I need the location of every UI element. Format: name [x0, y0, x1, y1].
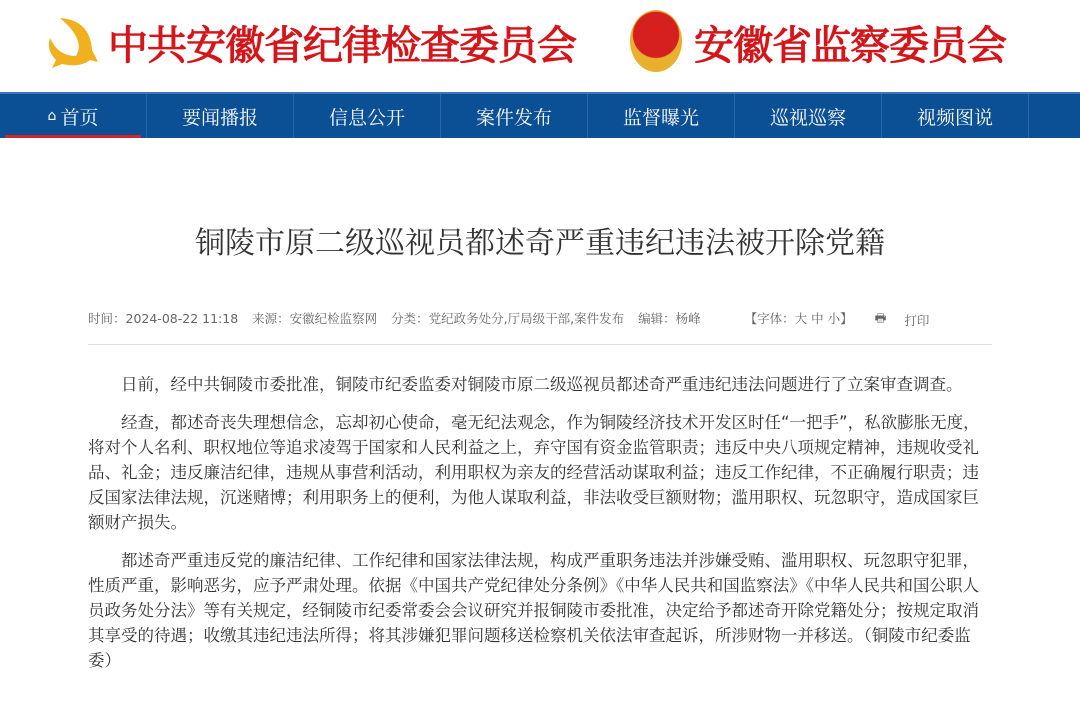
home-icon: ⌂	[47, 108, 57, 124]
main-nav	[0, 92, 1080, 138]
paragraph: 经查，都述奇丧失理想信念，忘却初心使命，毫无纪法观念，作为铜陵经济技术开发区时任“一把手”，私欲膨胀无度，将对个人名利、职权地位等追求凌驾于国家和人民利益之上，弃守国有资金监管职责；违反中央八项规定精神，违规收受礼品、礼金；违反廉洁纪律，违规从事营利活动，利用职权为亲友的经营活动谋取利益；违反工作纪律，不正确履行职责；违反国家法律法规，沉迷赌博；利用职务上的便利，为他人谋取利益，非法收受巨额财物；滥用职权、玩忽职守，造成国家巨额财产损失。	[88, 413, 980, 532]
paragraph: 日前，经中共铜陵市委批准，铜陵市纪委监委对铜陵市原二级巡视员都述奇严重违纪违法问题进行了立案审查调查。	[121, 375, 963, 394]
nav-info[interactable]: 信息公开	[294, 94, 441, 138]
site-header	[0, 0, 1080, 92]
category[interactable]: 分类：党纪政务处分,厅局级干部,案件发布	[391, 311, 625, 326]
nav-label: 首页	[60, 106, 99, 129]
divider	[88, 344, 992, 345]
nav-exposure[interactable]: 监督曝光	[588, 94, 735, 138]
article-body	[88, 372, 992, 686]
national-emblem-icon	[630, 10, 682, 72]
article-title: 铜陵市原二级巡视员都述奇严重违纪违法被开除党籍	[195, 226, 885, 261]
font-size-control[interactable]: 【字体：大 中 小】	[744, 311, 853, 326]
party-emblem-icon	[40, 10, 100, 70]
paragraph: 都述奇严重违反党的廉洁纪律、工作纪律和国家法律法规，构成严重职务违法并涉嫌受贿、滥用职权、玩忽职守犯罪，性质严重，影响恶劣，应予严肃处理。依据《中国共产党纪律处分条例》《中华人民共和国监察法》《中华人民共和国公职人员政务处分法》等有关规定，经铜陵市纪委常委会会议研究并报铜陵市委批准，决定给予都述奇开除党籍处分；按规定取消其享受的待遇；收缴其违纪违法所得；将其涉嫌犯罪问题移送检察机关依法审查起诉，所涉财物一并移送。（铜陵市纪委监委）	[88, 551, 979, 670]
nav-cases[interactable]: 案件发布	[441, 94, 588, 138]
print-button[interactable]	[875, 309, 944, 330]
printer-icon: 🖶	[874, 310, 887, 325]
print-label: 打印	[904, 312, 930, 328]
article-meta	[88, 309, 990, 330]
nav-video[interactable]: 视频图说	[882, 94, 1029, 138]
nav-inspection[interactable]: 巡视巡察	[735, 94, 882, 138]
nav-news[interactable]: 要闻播报	[147, 94, 294, 138]
source: 来源：安徽纪检监察网	[252, 311, 378, 326]
org-title-supervision: 安徽省监察委员会	[694, 22, 1006, 69]
org-title-ccdi: 中共安徽省纪律检查委员会	[108, 22, 576, 69]
editor: 编辑：杨峰	[638, 311, 701, 326]
publish-time: 时间：2024-08-22 11:18	[88, 311, 239, 326]
nav-home[interactable]	[0, 94, 147, 138]
